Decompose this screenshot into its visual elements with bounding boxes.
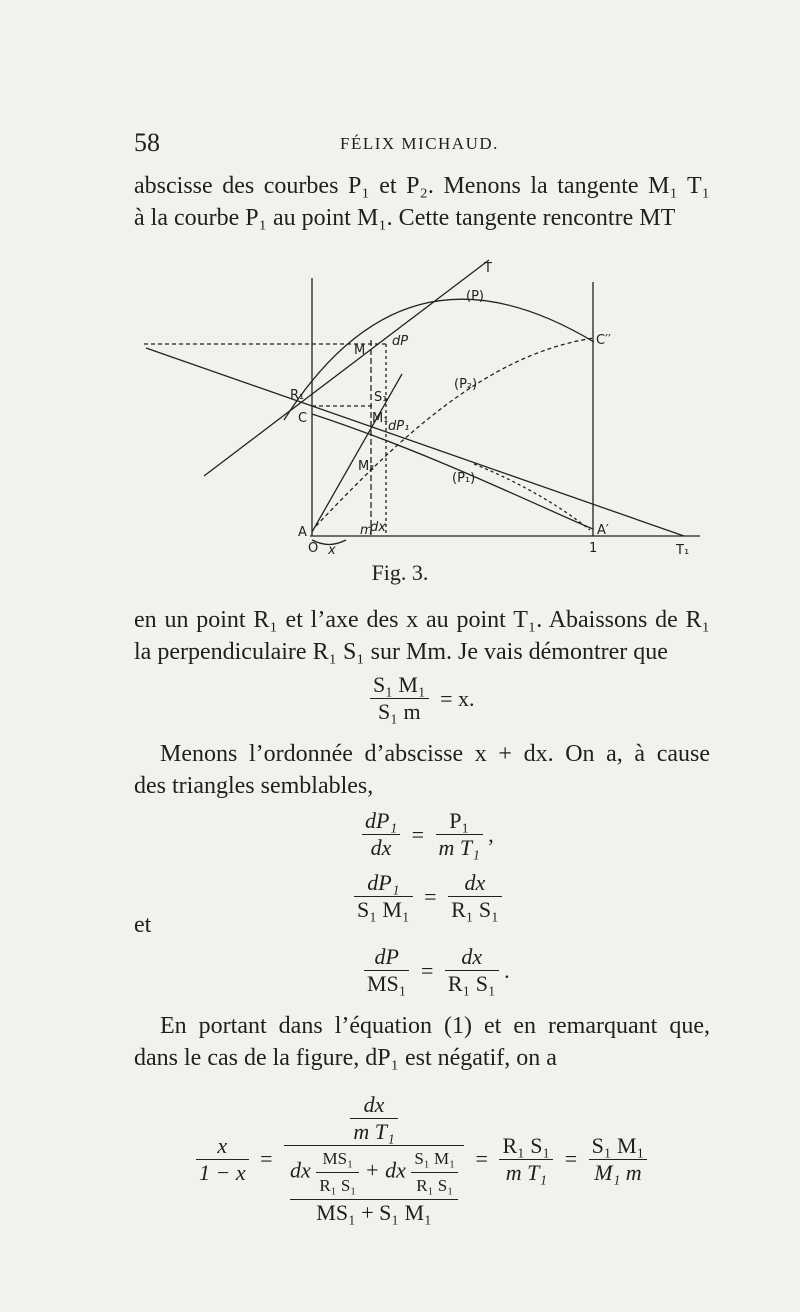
text-line: dans le cas de la figure, dP₁ est négatif, on a (134, 1045, 557, 1071)
page-number: 58 (134, 128, 160, 157)
geometry-diagram (134, 254, 714, 560)
tangent-m1t1 (146, 348, 684, 536)
eq1-numerator: S₁ M₁ (370, 672, 429, 699)
curve-p (284, 299, 594, 420)
eq5-inner-den: m T₁ (353, 1119, 395, 1144)
eq5-dx1: dx (290, 1157, 311, 1183)
eq3-den2: R₁ S₁ (451, 897, 499, 922)
text-line: en un point R₁ et l’axe des x au point T₁. Abaissons de R₁ (134, 607, 710, 633)
eq5-r1-num: R₁ S₁ (499, 1133, 553, 1160)
eq5-r2-num: S₁ M₁ (589, 1133, 648, 1160)
eq3-den1: S₁ M₁ (357, 897, 410, 922)
text-line: la perpendiculaire R₁ S₁ sur Mm. Je vais démontrer que (134, 639, 668, 665)
text-line: Menons l’ordonnée d’abscisse x + dx. On a, à cause (160, 741, 710, 767)
label-p1: (P₁) (452, 471, 476, 486)
label-r1: R₁ (290, 388, 305, 403)
paragraph-1 (134, 170, 710, 234)
curve-p2 (316, 338, 594, 526)
eq5-f1-num: MS₁ (316, 1146, 359, 1173)
text-line: des triangles semblables, (134, 773, 374, 799)
equation-4: $\frac{dP}{\text{MS₁}}$ = $\frac{dx}{\text{R₁ S₁}}$ . (364, 944, 510, 997)
eq5-f2-num: S₁ M₁ (411, 1146, 458, 1173)
paragraph-4 (134, 1010, 710, 1074)
label-dp1: dP₁ (388, 419, 410, 434)
eq5-f2-den: R₁ S₁ (416, 1176, 454, 1195)
eq5-r2-den: M₁ m (594, 1159, 642, 1185)
equation-3: $\frac{\text{dP₁}}{\text{S₁ M₁}}$ = $\frac{dx}{\text{R₁ S₁}}$ (354, 870, 502, 923)
eq4-num2: dx (445, 944, 499, 971)
label-c: C (298, 411, 308, 426)
eq5-big-den-bottom: MS₁ + S₁ M₁ (290, 1199, 458, 1226)
equation-5: $\frac{x}{1 - x}$ = $\frac{dx}{\text{m T₁}}$ dx $\frac{\text{MS₁}}{\text{R₁ S₁}}$ + dx $\frac{\text{S₁ M₁}}{\text{R₁ S₁}}$ MS₁ + S₁ M₁ = $\frac{\text{R₁ S₁}}{\text{m T₁}}$ = $\frac{\text{S₁ M₁}}{\text{M₁ m}}$ (196, 1092, 647, 1226)
label-x: x (328, 543, 336, 558)
eq5-inner-num: dx (350, 1092, 397, 1119)
eq5-plus: + dx (364, 1157, 406, 1183)
label-dp: dP (392, 334, 409, 349)
equation-1 (370, 672, 481, 725)
eq1-denominator: S₁ m (378, 699, 421, 724)
running-head: FÉLIX MICHAUD. (340, 134, 499, 153)
label-dx: dx (370, 520, 386, 535)
label-t: T (484, 261, 492, 276)
eq4-tail: . (504, 957, 510, 983)
eq3-num1: dP₁ (354, 870, 413, 897)
eq2-den2: m T₁ (438, 835, 480, 860)
eq4-num1: dP (364, 944, 409, 971)
text-line: En portant dans l’équation (1) et en remarquant que, (160, 1013, 710, 1039)
label-t1: T₁ (676, 543, 690, 558)
label-o: O (308, 541, 319, 556)
eq5-f1-den: R₁ S₁ (319, 1176, 357, 1195)
label-m2: M₂ (358, 459, 375, 474)
equation-2: $\frac{\text{dP₁}}{dx}$ = $\frac{\text{P₁}}{\text{m T₁}}$ , (362, 808, 494, 861)
eq2-num1: dP₁ (362, 808, 400, 835)
eq5-lhs-num: x (196, 1133, 249, 1160)
text-line: abscisse des courbes P₁ et P₂. Menons la tangente M₁ T₁ (134, 173, 710, 199)
label-m-small: m (360, 523, 373, 538)
label-a: A (298, 525, 307, 540)
eq2-num2: P₁ (436, 808, 483, 835)
figure-caption: Fig. 3. (371, 560, 429, 585)
label-one: 1 (589, 541, 598, 556)
figure-3 (134, 254, 714, 560)
chord-a (312, 374, 402, 532)
text-line: à la courbe P₁ au point M₁. Cette tangente rencontre MT (134, 205, 676, 231)
et-label: et (134, 912, 152, 938)
label-a-prime: A′ (597, 523, 609, 538)
paragraph-2 (134, 604, 710, 668)
label-m1: M₁ (372, 411, 389, 426)
label-c2: C′′ (596, 333, 611, 348)
eq5-lhs-den: 1 − x (199, 1159, 246, 1185)
eq2-tail: , (488, 821, 494, 847)
eq5-r1-den: m T₁ (505, 1159, 547, 1185)
label-m: M (354, 343, 366, 358)
label-p: (P) (466, 289, 484, 304)
eq5-big-fraction (284, 1092, 464, 1226)
page-header (134, 128, 724, 164)
tangent-mt (204, 260, 489, 476)
eq4-den2: R₁ S₁ (447, 971, 496, 996)
eq1-rhs: = x. (440, 685, 475, 711)
paragraph-3 (134, 738, 710, 802)
eq4-den1: MS₁ (367, 971, 407, 996)
eq2-den1: dx (370, 835, 392, 860)
label-s1: S₁ (374, 390, 388, 405)
label-p2: (P₂) (454, 377, 478, 392)
eq3-num2: dx (448, 870, 502, 897)
